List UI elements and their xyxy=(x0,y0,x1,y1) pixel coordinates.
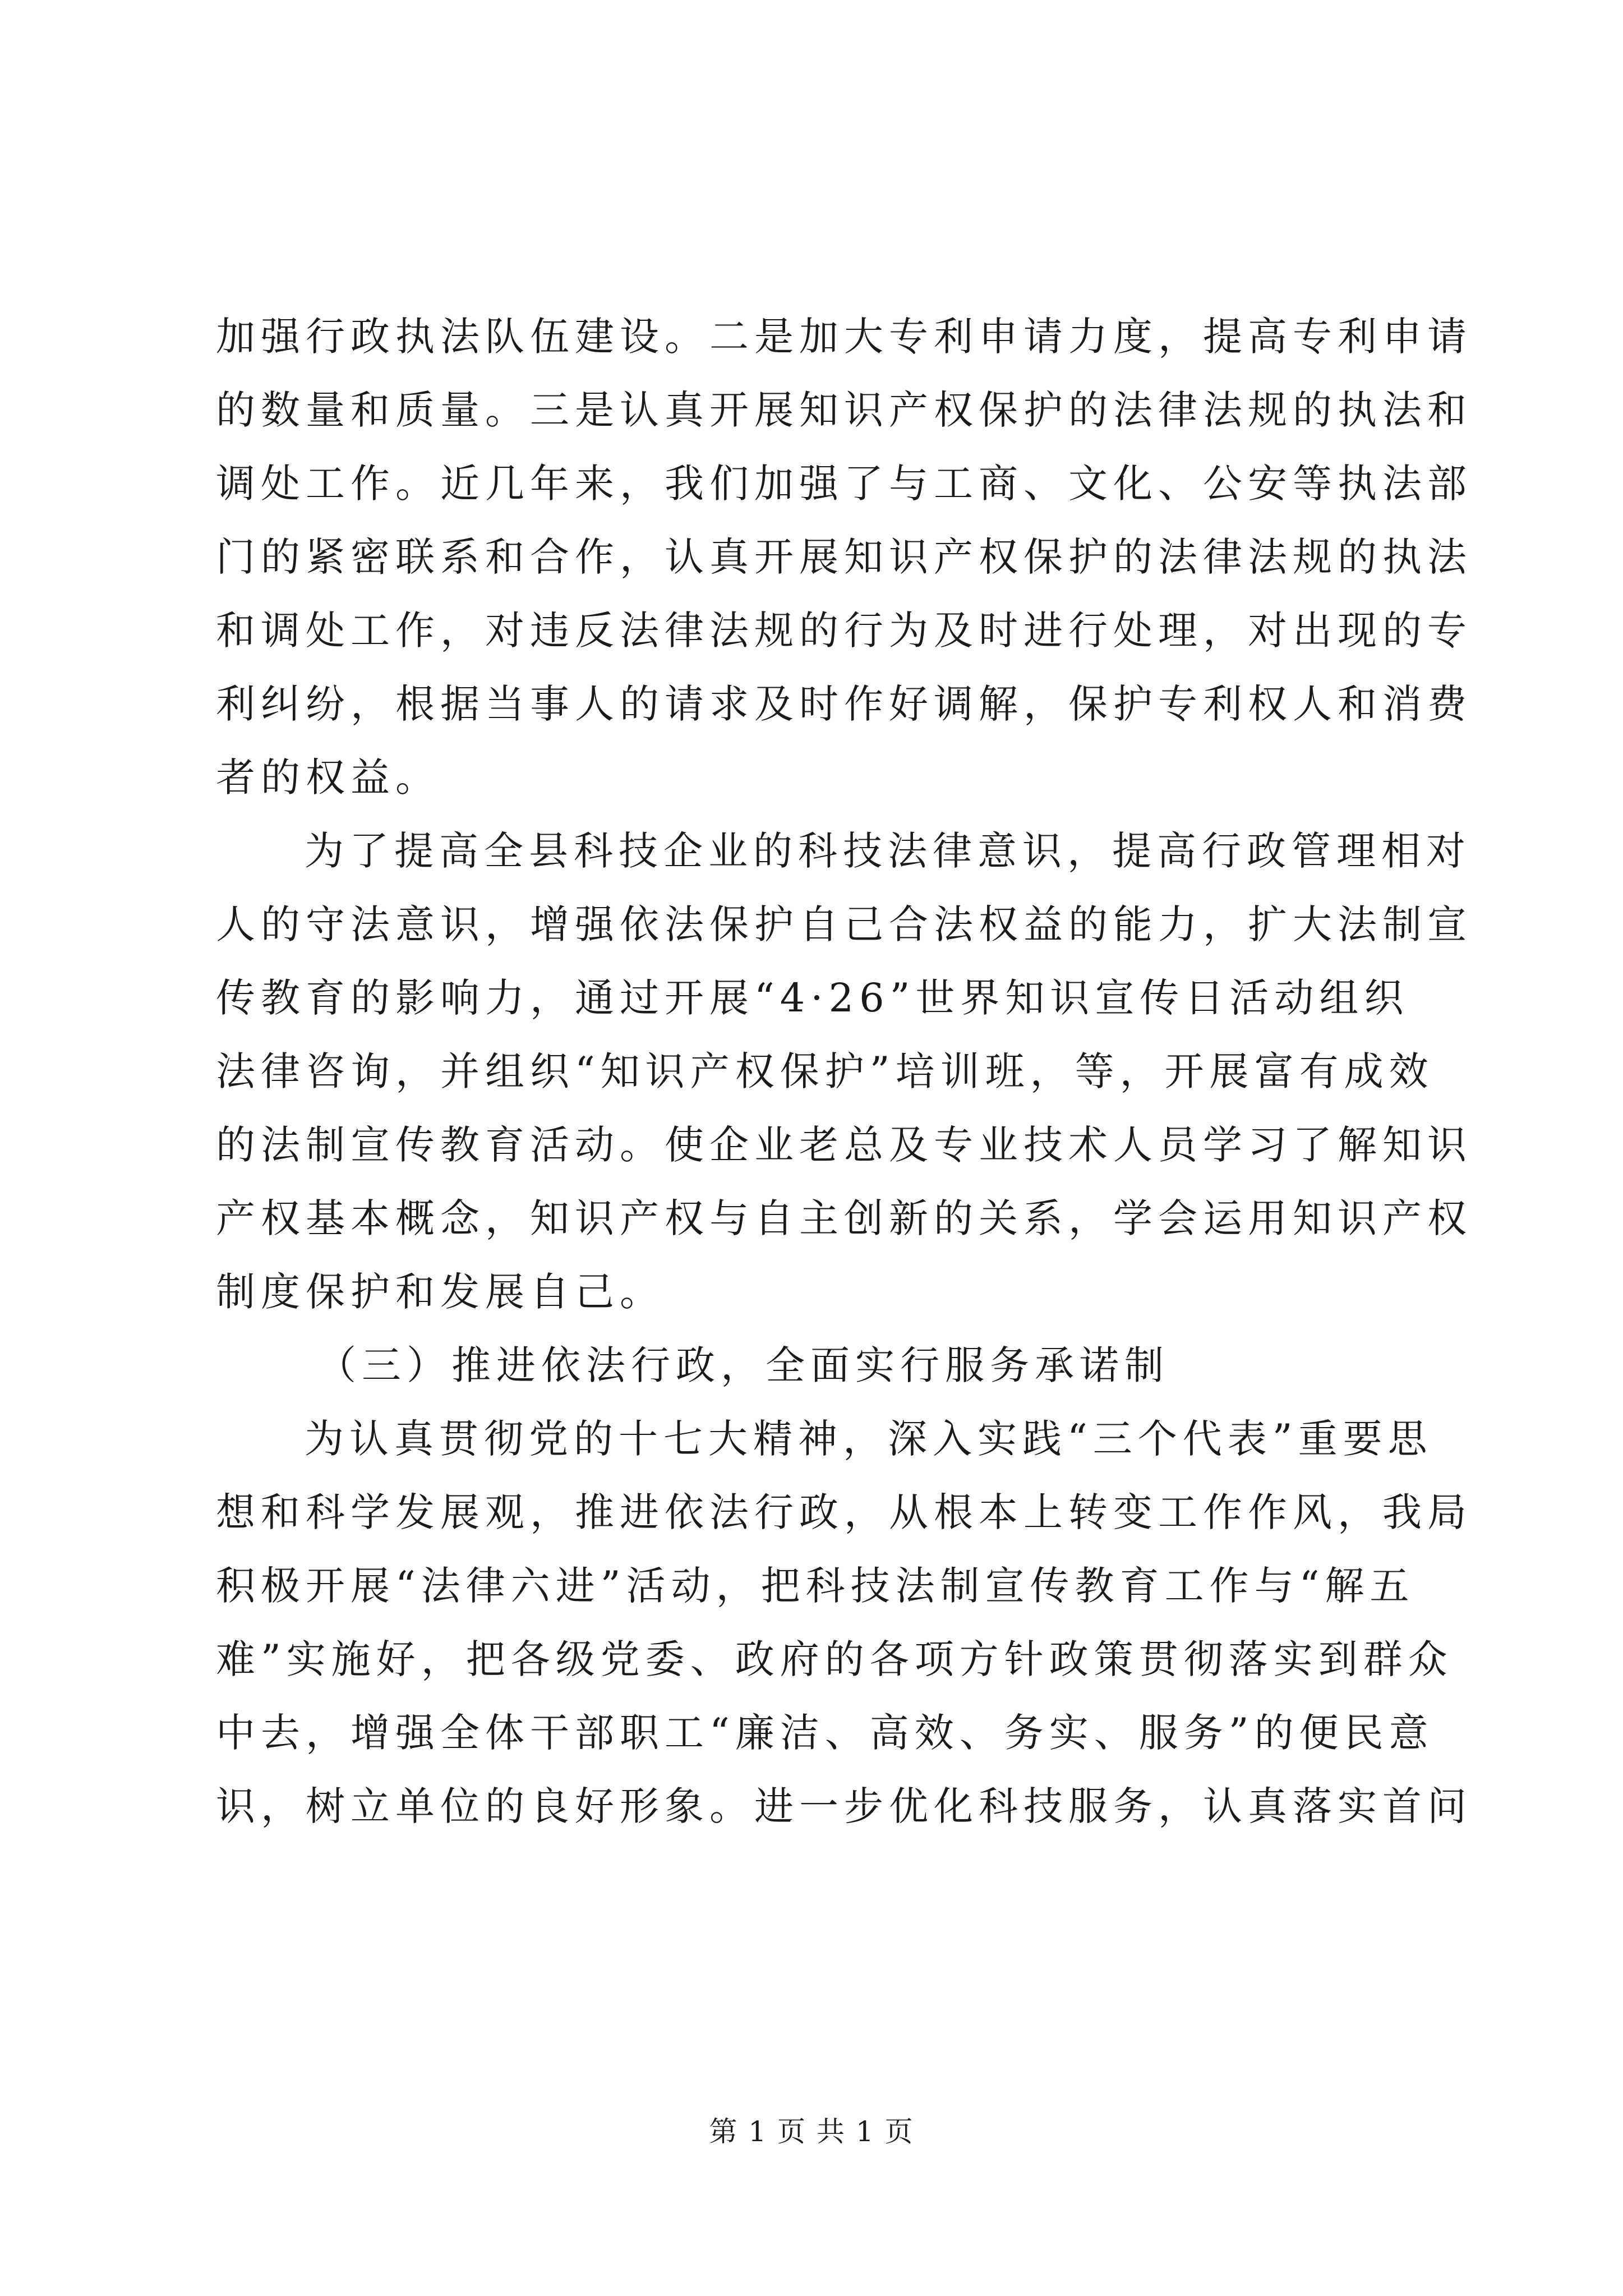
text-line: 难”实施好，把各级党委、政府的各项方针政策贯彻落实到群众 xyxy=(216,1636,1453,1682)
paragraph-first-line: 为了提高全县科技企业的科技法律意识，提高行政管理相对 xyxy=(305,828,1471,874)
text-line: 门的紧密联系和合作，认真开展知识产权保护的法律法规的执法 xyxy=(216,534,1472,580)
text-line: 制度保护和发展自己。 xyxy=(216,1269,665,1315)
text-line: 者的权益。 xyxy=(216,754,440,800)
text-line: 利纠纷，根据当事人的请求及时作好调解，保护专利权人和消费 xyxy=(216,681,1472,727)
text-line: 的法制宣传教育活动。使企业老总及专业技术人员学习了解知识 xyxy=(216,1122,1472,1168)
text-line: 和调处工作，对违反法律法规的行为及时进行处理，对出现的专 xyxy=(216,608,1472,654)
paragraph-first-line: 为认真贯彻党的十七大精神，深入实践“三个代表”重要思 xyxy=(305,1416,1433,1462)
text-line: 法律咨询，并组织“知识产权保护”培训班，等，开展富有成效 xyxy=(216,1048,1434,1094)
text-line: 加强行政执法队伍建设。二是加大专利申请力度，提高专利申请 xyxy=(216,314,1472,360)
page-footer: 第 1 页 共 1 页 xyxy=(709,2115,914,2148)
text-line: 中去，增强全体干部职工“廉洁、高效、务实、服务”的便民意 xyxy=(216,1710,1434,1756)
text-line: 产权基本概念，知识产权与自主创新的关系，学会运用知识产权 xyxy=(216,1195,1472,1241)
text-line: 的数量和质量。三是认真开展知识产权保护的法律法规的执法和 xyxy=(216,387,1472,433)
text-line: 想和科学发展观，推进依法行政，从根本上转变工作作风，我局 xyxy=(216,1489,1472,1535)
text-line: 调处工作。近几年来，我们加强了与工商、文化、公安等执法部 xyxy=(216,461,1472,507)
text-line: 积极开展“法律六进”活动，把科技法制宣传教育工作与“解五 xyxy=(216,1563,1415,1609)
text-line: 人的守法意识，增强依法保护自己合法权益的能力，扩大法制宣 xyxy=(216,901,1472,947)
text-line: 识，树立单位的良好形象。进一步优化科技服务，认真落实首问 xyxy=(216,1783,1472,1829)
text-line: 传教育的影响力，通过开展“4·26”世界知识宣传日活动组织 xyxy=(216,975,1409,1021)
section-heading: （三）推进依法行政，全面实行服务承诺制 xyxy=(317,1342,1169,1388)
